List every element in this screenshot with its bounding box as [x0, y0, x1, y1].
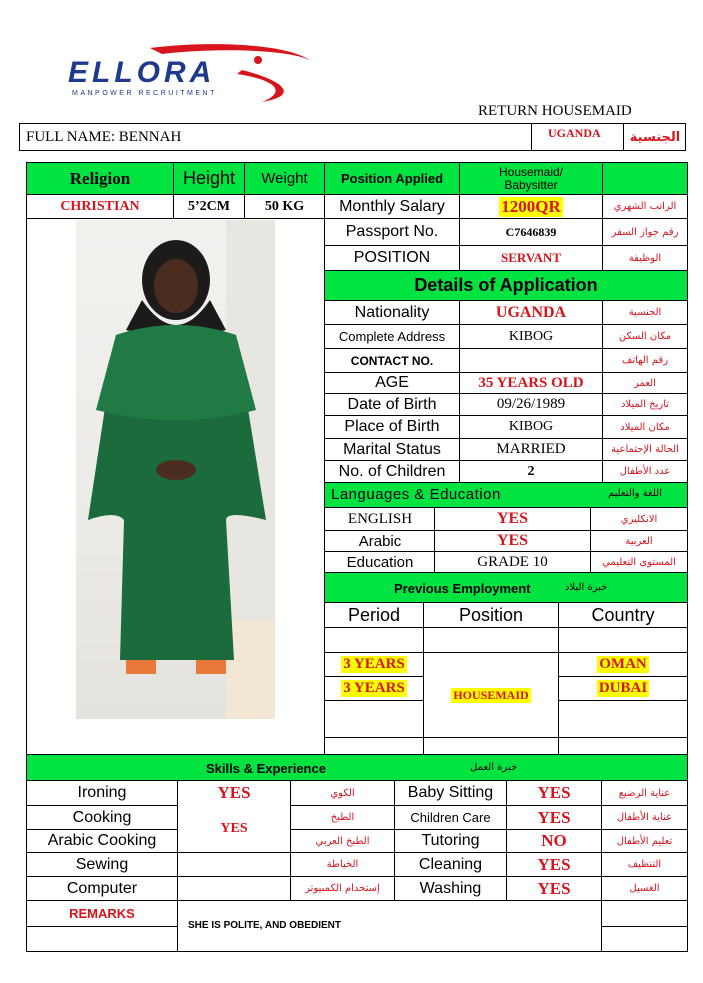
nationality-ar: الجنسية: [628, 307, 662, 318]
logo-brand-text: ELLORA: [68, 56, 216, 89]
position-header: Position: [458, 604, 524, 625]
height-value: 5’2CM: [188, 198, 230, 214]
document-type-title: RETURN HOUSEMAID: [478, 103, 632, 119]
sewing-ar: الخياطة: [326, 859, 359, 870]
country-1: OMAN: [599, 656, 647, 672]
children-label: No. of Children: [338, 462, 446, 480]
pob-label: Place of Birth: [344, 418, 440, 435]
passport-value: C7646839: [505, 224, 557, 239]
monthly-salary-label: Monthly Salary: [339, 197, 445, 215]
tutoring-ar: تعليم الأطفال: [616, 835, 673, 847]
company-logo: [62, 40, 322, 110]
babysitting-label: Baby Sitting: [407, 784, 494, 801]
address-value: KIBOG: [508, 328, 554, 344]
cleaning-label: Cleaning: [418, 855, 483, 873]
cooking-ar: الطبخ: [330, 812, 355, 823]
contact-label: CONTACT NO.: [350, 353, 434, 368]
weight-value: 50 KG: [264, 198, 305, 214]
nationality-top-ar: الجنسية: [629, 129, 681, 145]
dob-value: 09/26/1989: [496, 396, 566, 412]
languages-title: Languages & Education: [331, 486, 501, 503]
washing-value: YES: [537, 878, 571, 898]
age-label: AGE: [375, 374, 409, 391]
height-header: Height: [182, 168, 236, 188]
remarks-label: REMARKS: [69, 906, 135, 921]
english-value: YES: [496, 510, 529, 527]
address-ar: مكان السكن: [618, 331, 672, 342]
education-value: GRADE 10: [477, 553, 548, 570]
babysitting-ar: عناية الرضيع: [618, 787, 671, 799]
period-1: 3 YEARS: [343, 656, 405, 672]
position-applied-header: Position Applied: [340, 171, 444, 186]
skills-title: Skills & Experience: [206, 761, 326, 776]
marital-label: Marital Status: [343, 440, 441, 458]
arabic-label: Arabic: [358, 532, 402, 550]
employment-title: Previous Employment: [394, 581, 531, 596]
arabic-cooking-label: Arabic Cooking: [47, 832, 157, 849]
country-2: DUBAI: [598, 680, 648, 696]
computer-ar: إستخدام الكمبيوتر: [305, 883, 380, 894]
employment-title-ar: خبرة البلاد: [565, 582, 608, 593]
marital-value: MARRIED: [496, 441, 566, 457]
passport-ar: رقم جواز السفر: [611, 226, 679, 238]
position-ar: الوظيفة: [628, 252, 662, 264]
cleaning-ar: التنظيف: [627, 859, 662, 870]
logo-tagline: MANPOWER RECRUITMENT: [72, 90, 217, 97]
ironing-value: YES: [217, 783, 251, 802]
languages-title-ar: اللغة والتعليم: [608, 488, 662, 499]
details-title: Details of Application: [325, 271, 687, 300]
marital-ar: الحالة الإجتماعية: [611, 444, 679, 455]
period-header: Period: [347, 604, 401, 625]
nationality-label: Nationality: [354, 303, 430, 321]
country-header: Country: [591, 604, 655, 625]
sewing-label: Sewing: [75, 855, 129, 873]
cooking-value: YES: [220, 821, 248, 836]
nationality-top: UGANDA: [548, 126, 601, 140]
period-2: 3 YEARS: [343, 680, 405, 696]
dob-label: Date of Birth: [347, 395, 437, 413]
contact-value: [460, 349, 602, 372]
position-applied-value: Housemaid/ Babysitter: [498, 164, 564, 192]
dob-ar: تاريخ الميلاد: [620, 399, 670, 410]
english-label: ENGLISH: [347, 510, 413, 527]
position-label: POSITION: [353, 249, 431, 266]
passport-label: Passport No.: [345, 223, 439, 240]
age-ar: العمر: [634, 377, 656, 389]
washing-ar: الغسيل: [629, 883, 660, 894]
education-label: Education: [346, 553, 414, 571]
nationality-value: UGANDA: [495, 303, 567, 321]
candidate-photo: [76, 220, 275, 719]
children-ar: عدد الأطفال: [619, 466, 671, 477]
full-name: FULL NAME: BENNAH: [26, 128, 182, 145]
childrencare-label: Children Care: [410, 810, 491, 825]
monthly-salary-ar: الراتب الشهري: [613, 201, 677, 212]
childrencare-value: YES: [537, 807, 571, 827]
position-value: SERVANT: [501, 250, 561, 265]
english-ar: الانكليزي: [620, 513, 658, 525]
religion-value: CHRISTIAN: [60, 198, 140, 214]
pob-ar: مكان الميلاد: [620, 421, 670, 433]
washing-label: Washing: [419, 879, 482, 897]
pob-value: KIBOG: [508, 419, 554, 434]
age-value: 35 YEARS OLD: [478, 374, 584, 391]
skills-title-ar: خبرة العمل: [470, 762, 518, 773]
address-label: Complete Address: [338, 329, 446, 344]
remarks-text: SHE IS POLITE, AND OBEDIENT: [188, 920, 341, 931]
contact-ar: رقم الهاتف: [621, 355, 669, 366]
ironing-ar: الكوي: [330, 787, 355, 799]
tutoring-label: Tutoring: [421, 832, 480, 849]
babysitting-value: YES: [537, 783, 571, 802]
children-value: 2: [527, 463, 535, 479]
employment-position: HOUSEMAID: [453, 687, 529, 702]
childrencare-ar: عناية الأطفال: [616, 812, 673, 823]
religion-header: Religion: [69, 168, 131, 188]
person-photo-icon: [76, 220, 275, 719]
education-ar: المستوى التعليمي: [602, 556, 676, 568]
arabic-cooking-ar: الطبخ العربي: [315, 835, 370, 847]
monthly-salary-value: 1200QR: [501, 196, 561, 216]
cleaning-value: YES: [537, 854, 571, 874]
computer-label: Computer: [66, 879, 138, 897]
tutoring-value: NO: [541, 831, 567, 850]
ironing-label: Ironing: [77, 784, 127, 801]
cooking-label: Cooking: [72, 808, 132, 826]
arabic-ar: العربية: [625, 535, 653, 547]
arabic-value: YES: [496, 532, 529, 549]
weight-header: Weight: [261, 170, 308, 187]
